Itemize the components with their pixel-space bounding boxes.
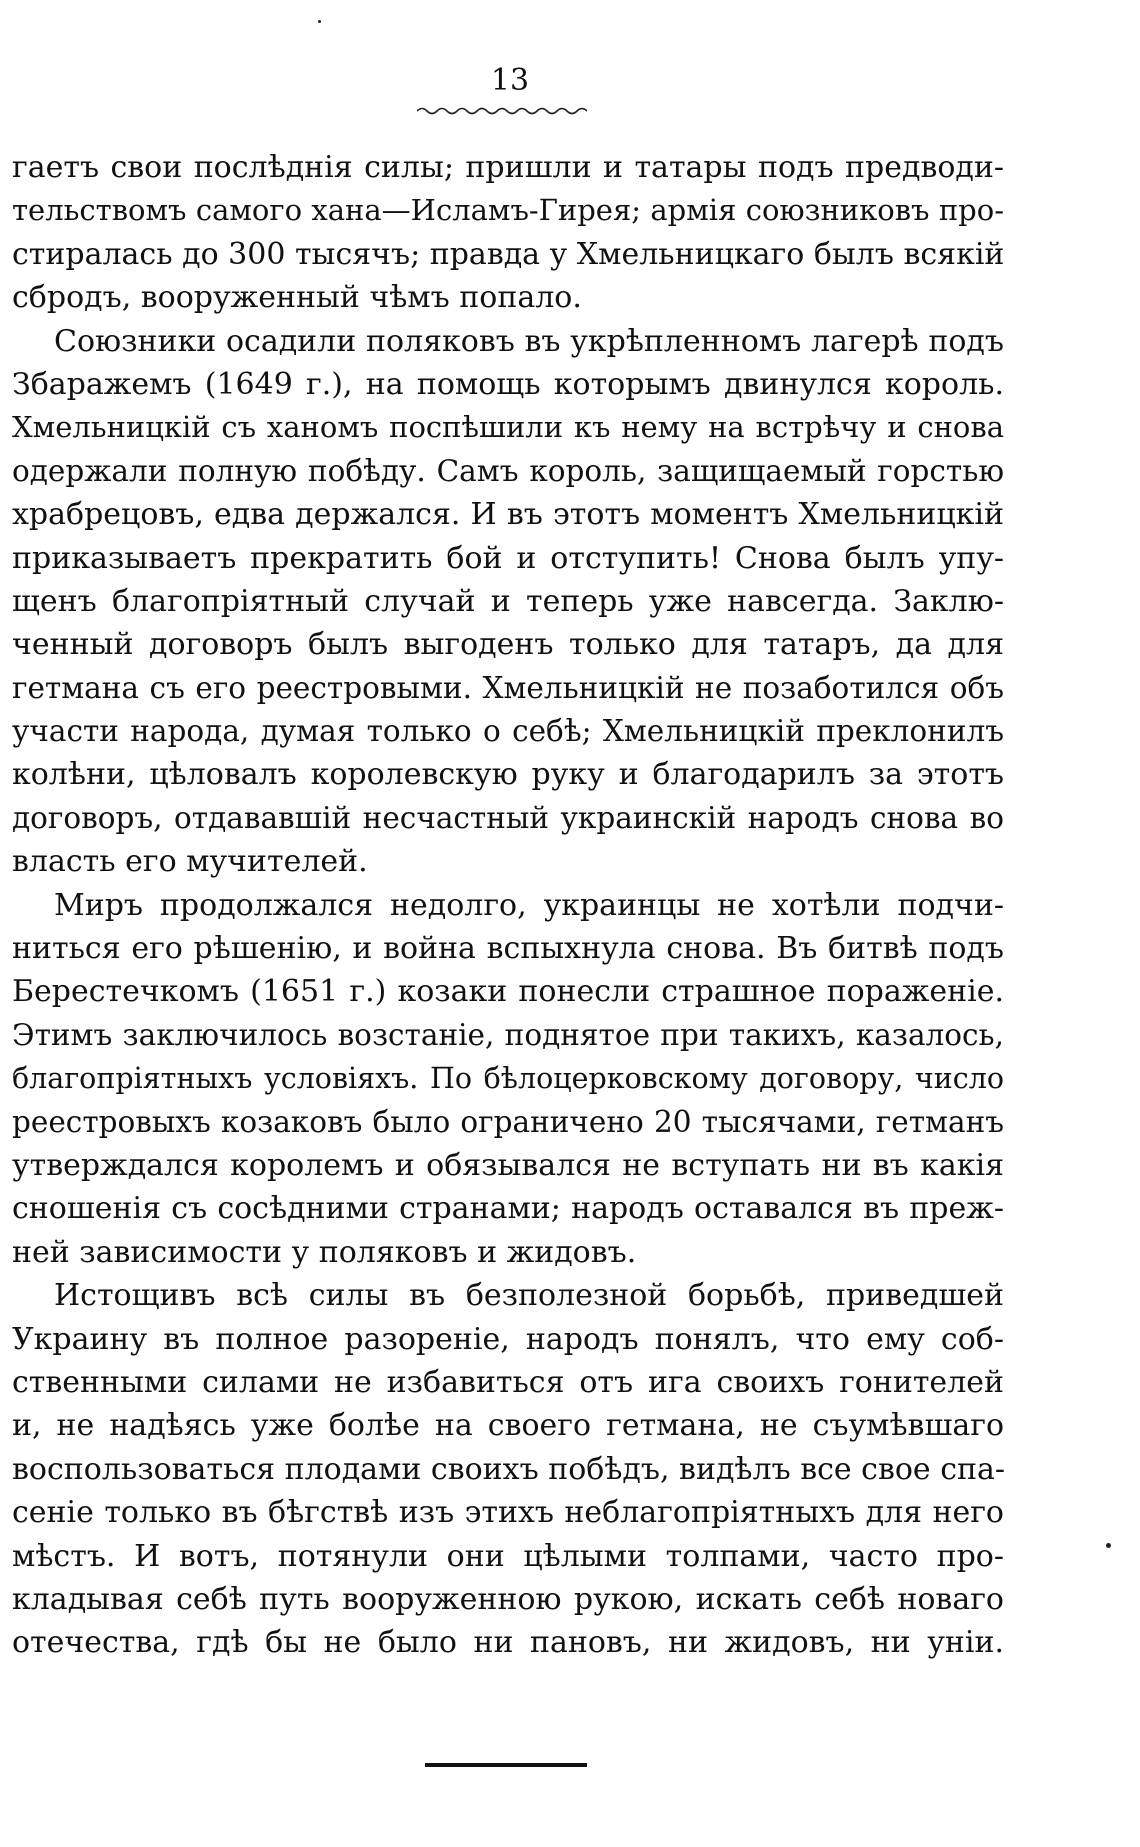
- text-line: гетмана съ его реестровыми. Хмельницкій не позаботился объ: [12, 670, 1004, 705]
- page-number: 13: [490, 63, 530, 98]
- text-line: стиралась до 300 тысячъ; правда у Хмельницкаго былъ всякій: [12, 236, 1005, 272]
- text-line: Истощивъ всѣ силы въ безполезной борьбѣ, приведшей: [54, 1278, 1004, 1314]
- text-line: договоръ, отдававшій несчастный украинскій народъ снова во: [12, 800, 1004, 835]
- paragraph: [12, 1274, 1004, 1665]
- text-line: Збаражемъ (1649 г.), на помощь которымъ двинулся король.: [12, 366, 1004, 402]
- text-line: Союзники осадили поляковъ въ укрѣпленномъ лагерѣ подъ: [54, 323, 1004, 359]
- paragraph: [12, 146, 1004, 320]
- text-line: сбродъ, вооруженный чѣмъ попало.: [12, 280, 582, 316]
- text-line: и, не надѣясь уже болѣе на своего гетмана, не съумѣвшаго: [12, 1408, 1004, 1444]
- text-line: власть его мучителей.: [12, 844, 368, 880]
- text-line: благопріятныхъ условіяхъ. По бѣлоцерковскому договору, число: [12, 1062, 1004, 1096]
- text-line: Берестечкомъ (1651 г.) козаки понесли страшное пораженіе.: [12, 974, 1004, 1010]
- text-line: храбрецовъ, едва держался. И въ этотъ моментъ Хмельницкій: [12, 497, 1004, 533]
- text-line: сеніе только въ бѣгствѣ изъ этихъ неблагопріятныхъ для него: [12, 1495, 1004, 1531]
- wavy-ornament-icon: [417, 106, 587, 116]
- text-line: сношенія съ сосѣдними странами; народъ оставался въ преж-: [12, 1191, 1004, 1227]
- text-line: щенъ благопріятный случай и теперь уже навсегда. Заклю-: [12, 583, 1004, 619]
- text-line: реестровыхъ козаковъ было ограничено 20 тысячами, гетманъ: [12, 1104, 1004, 1139]
- text-line: воспользоваться плодами своихъ побѣдъ, видѣлъ все свое спа-: [12, 1451, 1006, 1487]
- text-line: ченный договоръ былъ выгоденъ только для татаръ, да для: [12, 627, 1004, 663]
- text-line: Миръ продолжался недолго, украинцы не хотѣли подчи-: [54, 887, 1004, 923]
- text-line: гаетъ свои послѣднія силы; пришли и татары подъ предводи-: [12, 150, 1004, 185]
- text-line: Этимъ заключилось возстаніе, поднятое при такихъ, казалось,: [12, 1017, 1004, 1052]
- stray-dot-icon: [318, 20, 321, 23]
- text-line: отечества, гдѣ бы не было ни пановъ, ни жидовъ, ни уніи.: [12, 1625, 1004, 1661]
- text-line: Хмельницкій съ ханомъ поспѣшили къ нему на встрѣчу и снова: [12, 410, 1004, 445]
- text-line: ственными силами не избавиться отъ ига своихъ гонителей: [12, 1364, 1004, 1400]
- text-line: участи народа, думая только о себѣ; Хмельницкій преклонилъ: [12, 714, 1004, 749]
- paragraph: [12, 320, 1004, 884]
- text-line: приказываетъ прекратить бой и отступить! Снова былъ упу-: [12, 540, 1004, 576]
- text-line: тельствомъ самого хана—Исламъ-Гирея; армія союзниковъ про-: [12, 193, 1004, 228]
- text-line: мѣстъ. И вотъ, потянули они цѣлыми толпами, часто про-: [12, 1538, 1004, 1574]
- text-line: утверждался королемъ и обязывался не вступать ни въ какія: [12, 1147, 1004, 1183]
- text-line: ниться его рѣшенію, и война вспыхнула снова. Въ битвѣ подъ: [12, 931, 1004, 967]
- stray-dot-icon: [1106, 1543, 1111, 1548]
- text-line: одержали полную побѣду. Самъ король, защищаемый горстью: [12, 453, 1004, 488]
- text-line: колѣни, цѣловалъ королевскую руку и благодарилъ за этотъ: [12, 757, 1004, 793]
- text-line: Украину въ полное разореніе, народъ понялъ, что ему соб-: [12, 1321, 1004, 1357]
- end-rule-divider: [425, 1763, 587, 1767]
- paragraph: [12, 884, 1004, 1275]
- text-line: кладывая себѣ путь вооруженною рукою, искать себѣ новаго: [12, 1581, 1004, 1617]
- body-text: [12, 146, 1004, 1665]
- text-line: ней зависимости у поляковъ и жидовъ.: [12, 1234, 637, 1270]
